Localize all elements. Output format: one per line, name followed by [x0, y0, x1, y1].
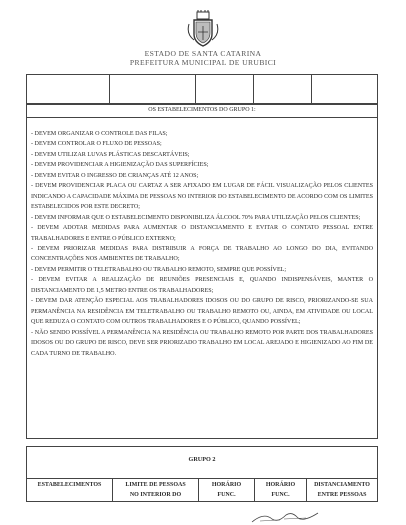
- signature-icon: [250, 510, 320, 524]
- column-header: [255, 479, 307, 501]
- rule-item: - NÃO SENDO POSSÍVEL A PERMANÊNCIA NA RESIDÊNCIA OU TRABALHO REMOTO POR PARTE DOS TRABALHADORES IDOSOS OU DO GRUPO DE RISCO, DEVE SER PRIORIZADO TRABALHO EM LOCAL AREJADO E HIGIENIZADO AO FIM DE CADA TURNO DE TRABALHO.: [31, 329, 373, 357]
- state-name: ESTADO DE SANTA CATARINA: [144, 49, 262, 58]
- rule-item: - DEVEM DAR ATENÇÃO ESPECIAL AOS TRABALHADORES IDOSOS OU DO GRUPO DE RISCO, PRIORIZANDO-SE SUA PERMANÊNCIA NA RESIDÊNCIA EM TELETRABALHO OU TRABALHO REMOTO OU, AINDA, EM ATIVIDADE OU LOCAL QUE REDUZA O CONTATO COM OUTROS TRABALHADORES E O PÚBLICO, QUANDO POSSÍVEL;: [31, 298, 373, 326]
- table-divider: [253, 75, 254, 105]
- column-header-line: LIMITE DE PESSOAS: [125, 482, 186, 488]
- group1-rules: [31, 129, 373, 359]
- column-header-line: ESTABELECIMENTOS: [37, 482, 102, 488]
- rule-item: - DEVEM PROVIDENCIAR PLACA OU CARTAZ A SER AFIXADO EM LUGAR DE FÁCIL VISUALIZAÇÃO PELOS CLIENTES INDICANDO A CAPACIDADE MÁXIMA DE PESSOAS NO INTERIOR DO ESTABELECIMENTO DE ACORDO COM OS LIMITES ESTABELECIDOS POR ESTE DECRETO;: [31, 183, 373, 211]
- table-divider: [109, 75, 110, 105]
- column-header: [113, 479, 199, 501]
- rule-item: - DEVEM CONTROLAR O FLUXO DE PESSOAS;: [31, 141, 162, 148]
- group1-box: [26, 104, 378, 439]
- column-header-line: NO INTERIOR DO: [129, 492, 182, 498]
- group2-header-row: [26, 478, 378, 502]
- column-header-line: FUNC.: [271, 492, 290, 498]
- group1-title-divider: [27, 117, 377, 118]
- group2-title: GRUPO 2: [188, 456, 216, 463]
- group2-title-box: [26, 446, 378, 478]
- top-table-remnant: [26, 74, 378, 104]
- column-header-line: ENTRE PESSOAS: [317, 492, 367, 498]
- rule-item: - DEVEM ADOTAR MEDIDAS PARA AUMENTAR O DISTANCIAMENTO E EVITAR O CONTATO PESSOAL ENTRE TRABALHADORES E ENTRE O PÚBLICO EXTERNO;: [31, 225, 373, 242]
- column-header-line: HORÁRIO: [211, 482, 242, 488]
- column-header-line: HORÁRIO: [265, 482, 296, 488]
- rule-item: - DEVEM UTILIZAR LUVAS PLÁSTICAS DESCARTÁVEIS;: [31, 151, 190, 158]
- column-header-line: DISTANCIAMENTO: [314, 482, 370, 488]
- rule-item: - DEVEM INFORMAR QUE O ESTABELECIMENTO DISPONIBILIZA ÁLCOOL 70% PARA UTILIZAÇÃO PELOS CLIENTES;: [31, 214, 361, 221]
- rule-item: - DEVEM PROVIDENCIAR A HIGIENIZAÇÃO DAS SUPERFÍCIES;: [31, 162, 209, 169]
- municipal-crest-icon: [186, 10, 220, 48]
- rule-item: - DEVEM ORGANIZAR O CONTROLE DAS FILAS;: [31, 131, 168, 137]
- column-header: [27, 479, 113, 501]
- table-divider: [311, 75, 312, 105]
- column-header: [199, 479, 255, 501]
- rule-item: - DEVEM PRIORIZAR MEDIDAS PARA DISTRIBUIR A FORÇA DE TRABALHO AO LONGO DO DIA, EVITANDO CONCENTRAÇÕES NOS AMBIENTES DE TRABALHO;: [31, 245, 373, 263]
- table-divider: [195, 75, 196, 105]
- rule-item: - DEVEM EVITAR A REALIZAÇÃO DE REUNIÕES PRESENCIAIS E, QUANDO INDISPENSÁVEIS, MANTER O DISTANCIAMENTO DE 1,5 METRO ENTRE OS TRABALHADORES;: [31, 277, 373, 294]
- rule-item: - DEVEM EVITAR O INGRESSO DE CRIANÇAS ATÉ 12 ANOS;: [31, 172, 199, 179]
- rule-item: - DEVEM PERMITIR O TELETRABALHO OU TRABALHO REMOTO, SEMPRE QUE POSSÍVEL;: [31, 266, 287, 273]
- prefecture-name: PREFEITURA MUNICIPAL DE URUBICI: [129, 58, 277, 67]
- column-header-line: FUNC.: [217, 492, 236, 498]
- column-header: [307, 479, 377, 501]
- group1-title: OS ESTABELECIMENTOS DO GRUPO 1:: [148, 107, 256, 113]
